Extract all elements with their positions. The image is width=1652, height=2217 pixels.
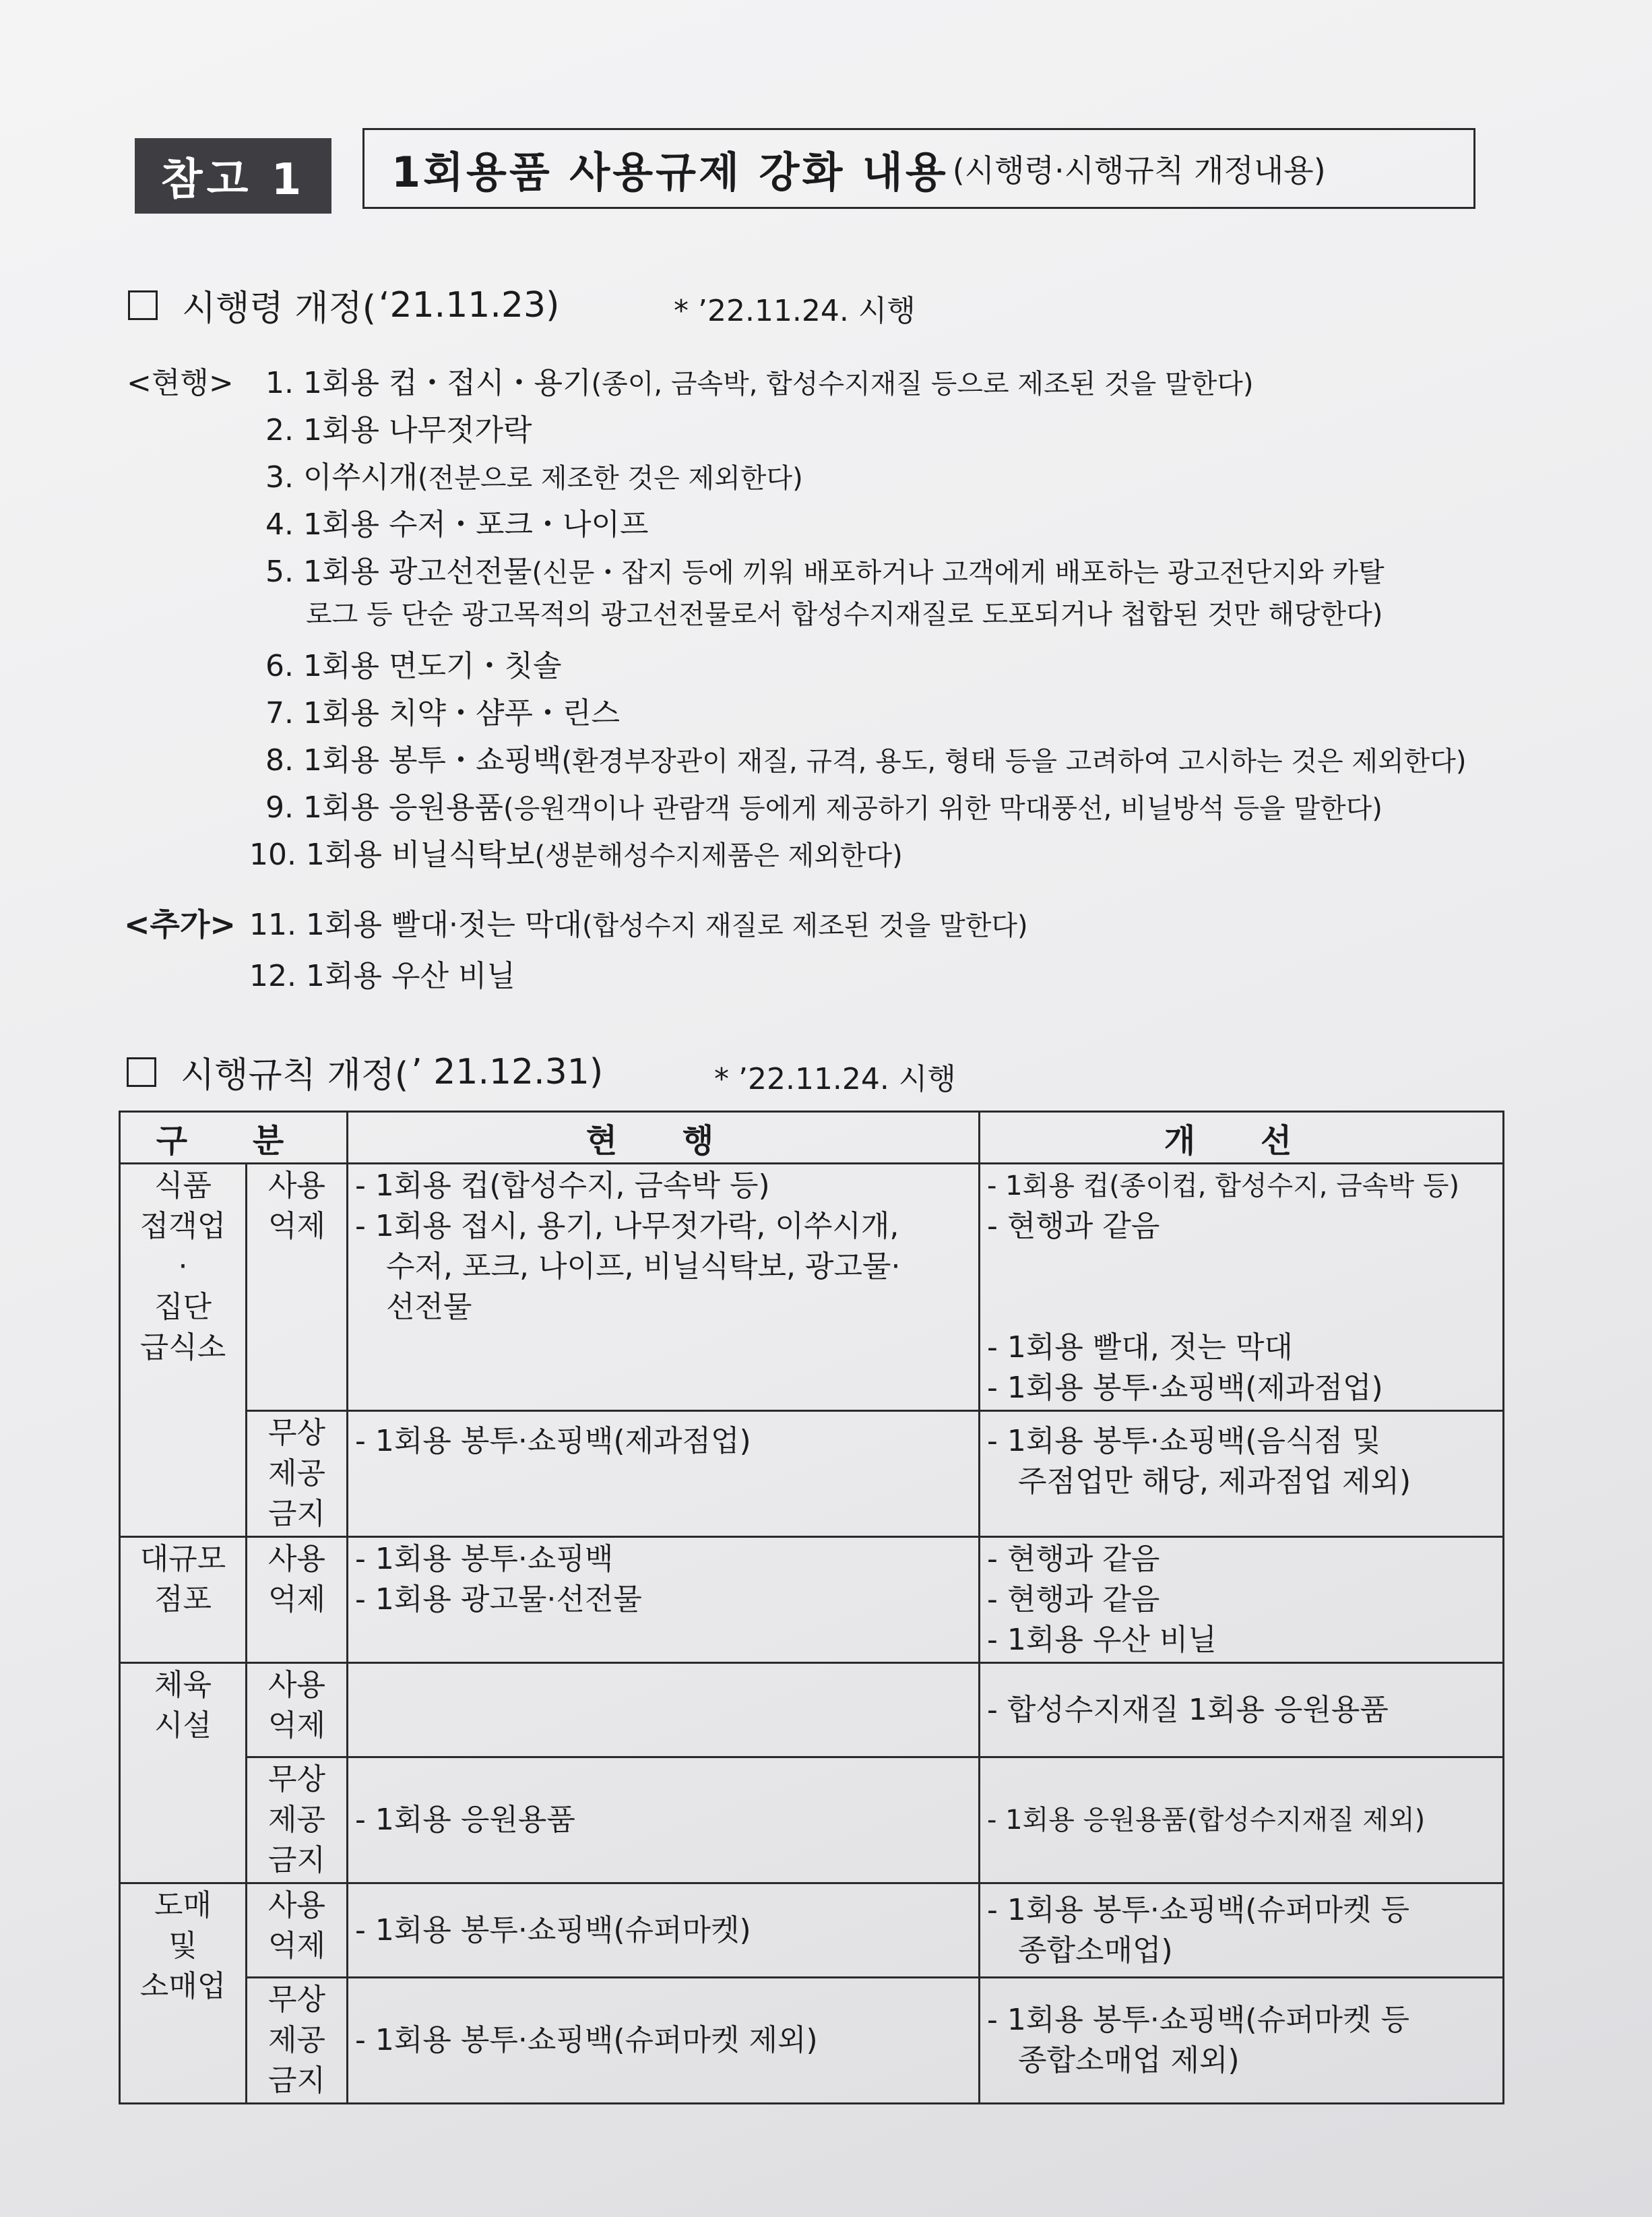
category-cell: 대규모 점포 <box>120 1537 247 1663</box>
rules-section-heading <box>127 1047 603 1097</box>
list-item: 11. 1회용 빨대·젓는 막대(합성수지 재질로 제조된 것을 말한다) <box>249 908 1028 942</box>
improved-cell: - 1회용 봉투·쇼핑백(슈퍼마켓 등 종합소매업) <box>980 1883 1504 1978</box>
header-improved: 개 선 <box>980 1112 1504 1164</box>
checkbox-icon <box>127 1057 156 1087</box>
checkbox-icon <box>128 290 158 320</box>
rules-date: ’ 21.12.31) <box>411 1051 604 1092</box>
table-header-row <box>120 1112 1504 1164</box>
reference-badge: 참고 1 <box>135 138 331 214</box>
improved-cell: - 1회용 봉투·쇼핑백(음식점 및 주점업만 해당, 제과점업 제외) <box>980 1411 1504 1537</box>
rules-heading-text: 시행규칙 개정( <box>181 1055 409 1096</box>
current-cell: - 1회용 봉투·쇼핑백(슈퍼마켓 제외) <box>348 1978 980 2104</box>
current-cell <box>348 1663 980 1757</box>
improved-cell: - 1회용 봉투·쇼핑백(슈퍼마켓 등 종합소매업 제외) <box>980 1978 1504 2104</box>
decree-date: ‘21.11.23) <box>378 284 560 325</box>
improved-cell: - 현행과 같음 - 현행과 같음 - 1회용 우산 비닐 <box>980 1537 1504 1663</box>
list-item-continuation: 로그 등 단순 광고목적의 광고선전물로서 합성수지재질로 도포되거나 첩합된 것만 해당한다) <box>306 599 1383 630</box>
list-item: 6. 1회용 면도기・칫솔 <box>265 649 562 683</box>
list-item: 1. 1회용 컵・접시・용기(종이, 금속박, 합성수지재질 등으로 제조된 것을 말한다) <box>265 366 1254 400</box>
current-cell: - 1회용 봉투·쇼핑백(제과점업) <box>348 1411 980 1537</box>
decree-heading-text: 시행령 개정( <box>182 288 376 329</box>
category-cell: 식품 접객업 · 집단 급식소 <box>120 1164 247 1537</box>
title-box <box>362 128 1475 209</box>
document-title: 1회용품 사용규제 강화 내용 <box>391 147 949 197</box>
current-cell: - 1회용 봉투·쇼핑백(슈퍼마켓) <box>348 1883 980 1978</box>
current-cell: - 1회용 봉투·쇼핑백 - 1회용 광고물·선전물 <box>348 1537 980 1663</box>
subcategory-cell: 무상 제공 금지 <box>247 1978 348 2104</box>
added-tag: <추가> <box>124 906 236 943</box>
subcategory-cell: 사용 억제 <box>247 1537 348 1663</box>
rules-effective-note: * ’22.11.24. 시행 <box>714 1062 956 1096</box>
subcategory-cell: 사용 억제 <box>247 1164 348 1411</box>
table-row <box>120 1757 1504 1883</box>
regulation-table <box>119 1111 1504 2104</box>
table-row <box>120 1978 1504 2104</box>
table-row <box>120 1883 1504 1978</box>
current-tag: <현행> <box>127 366 234 400</box>
improved-cell: - 1회용 응원용품(합성수지재질 제외) <box>980 1757 1504 1883</box>
list-item: 5. 1회용 광고선전물(신문・잡지 등에 끼워 배포하거나 고객에게 배포하는 광고전단지와 카탈 <box>265 555 1385 589</box>
list-item: 7. 1회용 치약・샴푸・린스 <box>265 696 620 730</box>
category-cell: 체육 시설 <box>120 1663 247 1883</box>
list-item: 2. 1회용 나무젓가락 <box>265 413 532 447</box>
list-item: 4. 1회용 수저・포크・나이프 <box>265 507 649 542</box>
subcategory-cell: 무상 제공 금지 <box>247 1411 348 1537</box>
document-subtitle: (시행령·시행규칙 개정내용) <box>952 152 1326 189</box>
list-item: 3. 이쑤시개(전분으로 제조한 것은 제외한다) <box>265 460 803 495</box>
category-cell: 도매 및 소매업 <box>120 1883 247 2104</box>
header-current: 현 행 <box>348 1112 980 1164</box>
table-row <box>120 1663 1504 1757</box>
list-item: 12. 1회용 우산 비닐 <box>249 959 515 993</box>
subcategory-cell: 무상 제공 금지 <box>247 1757 348 1883</box>
improved-cell: - 1회용 컵(종이컵, 합성수지, 금속박 등) - 현행과 같음 - 1회용 빨대, 젓는 막대 - 1회용 봉투·쇼핑백(제과점업) <box>980 1164 1504 1411</box>
list-item: 10. 1회용 비닐식탁보(생분해성수지제품은 제외한다) <box>249 838 903 872</box>
table-row <box>120 1411 1504 1537</box>
current-cell: - 1회용 컵(합성수지, 금속박 등) - 1회용 접시, 용기, 나무젓가락, 이쑤시개, 수저, 포크, 나이프, 비닐식탁보, 광고물· 선전물 <box>348 1164 980 1411</box>
table-row <box>120 1537 1504 1663</box>
improved-cell: - 합성수지재질 1회용 응원용품 <box>980 1663 1504 1757</box>
current-cell: - 1회용 응원용품 <box>348 1757 980 1883</box>
list-item: 9. 1회용 응원용품(응원객이나 관람객 등에게 제공하기 위한 막대풍선, 비닐방석 등을 말한다) <box>265 790 1383 825</box>
subcategory-cell: 사용 억제 <box>247 1883 348 1978</box>
list-item: 8. 1회용 봉투・쇼핑백(환경부장관이 재질, 규격, 용도, 형태 등을 고려하여 고시하는 것은 제외한다) <box>265 743 1467 778</box>
subcategory-cell: 사용 억제 <box>247 1663 348 1757</box>
header-category: 구 분 <box>120 1112 348 1164</box>
decree-effective-note: * ’22.11.24. 시행 <box>674 294 916 328</box>
decree-section-heading <box>128 280 559 330</box>
table-row <box>120 1164 1504 1411</box>
